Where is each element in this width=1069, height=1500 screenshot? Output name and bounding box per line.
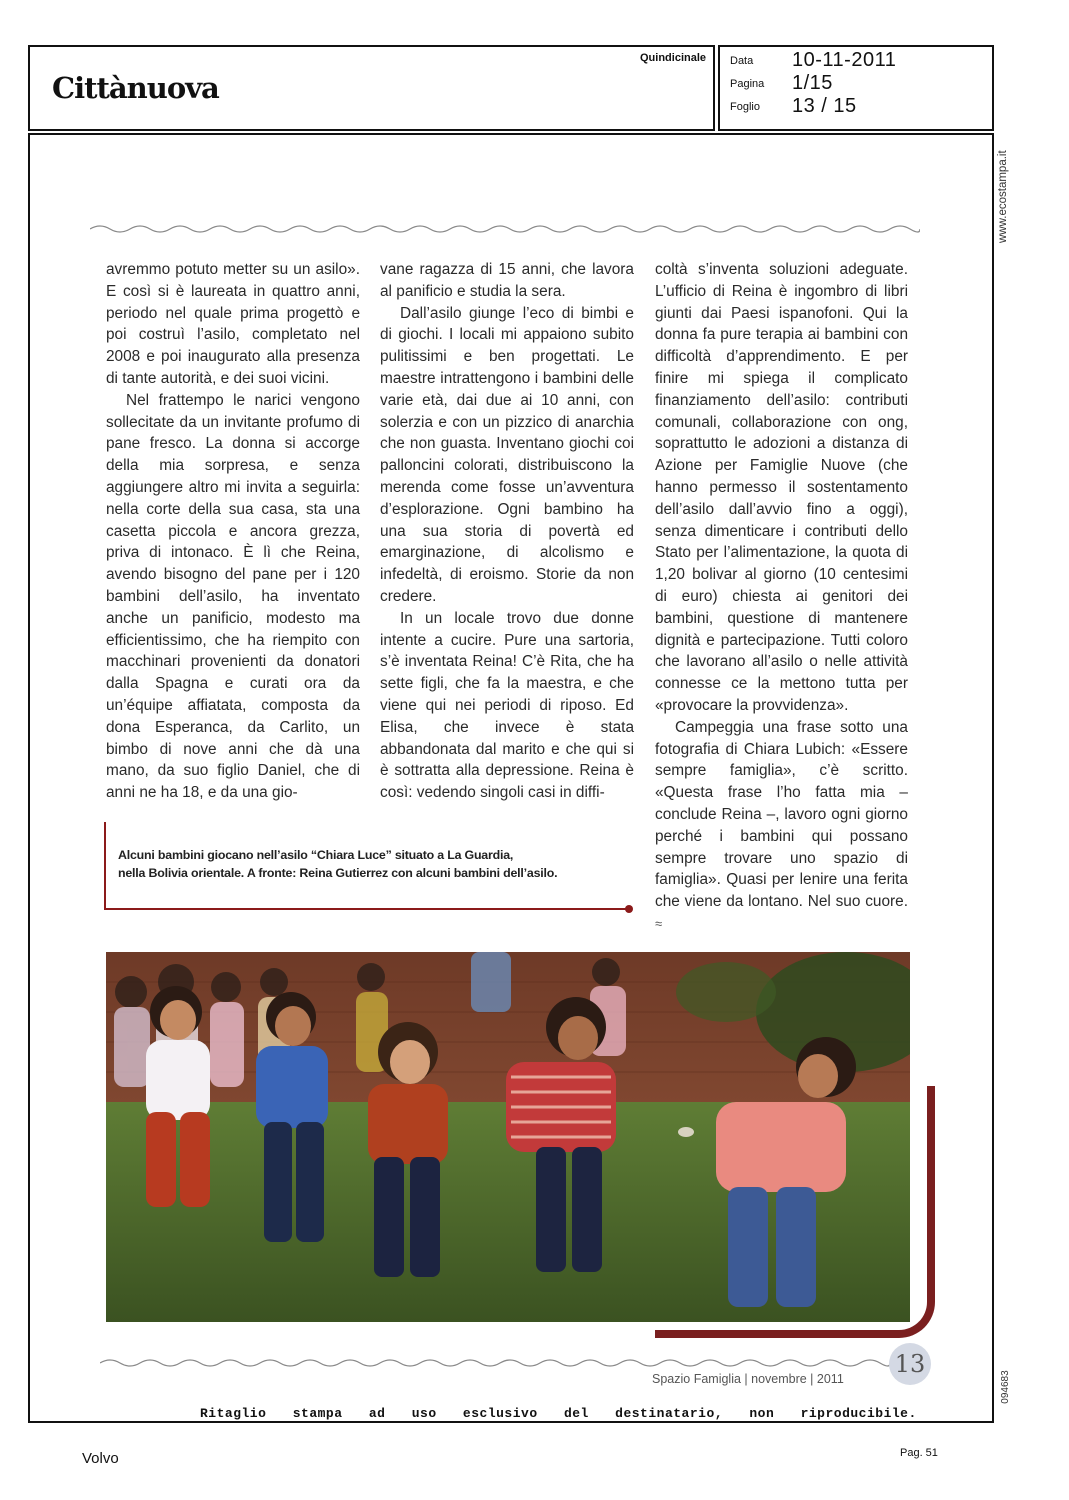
- caption-line-2: nella Bolivia orientale. A fronte: Reina Gutierrez con alcuni bambini dell’asilo.: [118, 866, 558, 880]
- page-number-badge: [889, 1343, 931, 1385]
- caption-left-rule: [104, 822, 106, 910]
- caption-rule-dot: [625, 905, 633, 913]
- client-name: Volvo: [82, 1450, 119, 1467]
- article-paragraph: vane ragazza di 15 anni, che lavora al panificio e studia la sera.: [380, 261, 634, 300]
- meta-value-date: 10-11-2011: [792, 49, 897, 71]
- clipping-page: Pag. 51: [900, 1447, 938, 1459]
- caption-bottom-rule: [104, 908, 628, 910]
- publication-logo: Cittànuova: [52, 71, 219, 105]
- frequency-label: Quindicinale: [640, 52, 707, 64]
- clip-code: 094683: [1000, 1370, 1011, 1404]
- article-column-3: [655, 259, 908, 935]
- final-paragraph-text: Campeggia una frase sotto una fotografia di Chiara Lubich: «Essere sempre famiglia», c’è scritto. «Questa frase l’ho fatta mia – conclude Reina –, lavoro ogni giorno perché i bambini qui possano sempre trovare uno spazio di famiglia». Quasi per lenire una ferita che viene da lontano. Nel suo cuore.: [655, 718, 908, 911]
- top-wave-ornament: [90, 222, 920, 236]
- caption-line-1: Alcuni bambini giocano nell’asilo “Chiara Luce” situato a La Guardia,: [118, 848, 514, 862]
- article-paragraph: Dall’asilo giunge l’eco di bimbi e di giochi. I locali mi appaiono subito pulitissimi e ben progettati. Le maestre intrattengono i bambini delle varie età, dai due ai 10 anni, con solerzia e con un pizzico di anarchia che non guasta. Inventano giochi coi palloncini colorati, distribuiscono la merenda come fosse un’avventura d’esplorazione. Ogni bambino ha una sua storia di povertà ed emarginazione, di alcolismo e infedeltà, di eroismo. Storie da non credere.: [380, 304, 634, 605]
- meta-label-page: Pagina: [730, 78, 765, 90]
- article-paragraph: Nel frattempo le narici vengono sollecitate da un invitante profumo di pane fresco. La donna si accorge della mia sorpresa, e senza aggiungere altro mi invita a seguirla: nella corte della sua casa, sta una casetta piccola e ancora grezza, priva di intonaco. È lì che Reina, avendo bisogno del pane per i 120 bambini dell’asilo, ha inventato anche un panificio, modesto ma efficientissimo, che ha riempito con macchinari provenienti da donatori dalla Spagna e curati ora da un’équipe affiatata, composta da dona Esperanca, da Carlito, un bimbo di nove anni che dà una mano, da suo figlio Daniel, che di anni ne ha 18, e da una gio-: [106, 391, 360, 802]
- article-paragraph-final: [655, 717, 908, 935]
- article-paragraph: In un locale trovo due donne intente a cucire. Pure una sartoria, s’è inventata Reina! C’è Rita, che ha sette figli, che fa la maestra, e che viene qui nei periodi di riposo. Ed Elisa, che invece è stata abbandonata dal marito e che qui si è sottratta alla depressione. Reina è così: vedendo singoli casi in diffi-: [380, 609, 634, 802]
- meta-label-sheet: Foglio: [730, 101, 760, 113]
- usage-disclaimer: Ritaglio stampa ad uso esclusivo del destinatario, non riproducibile.: [200, 1406, 917, 1421]
- running-footer: Spazio Famiglia | novembre | 2011: [652, 1372, 844, 1386]
- end-mark-icon: ≈: [655, 915, 663, 931]
- article-column-2: [380, 259, 634, 804]
- page-number: 13: [894, 1350, 926, 1378]
- bottom-wave-ornament: [100, 1356, 890, 1370]
- meta-label-date: Data: [730, 55, 754, 67]
- article-paragraph: coltà s’inventa soluzioni adeguate. L’ufficio di Reina è ingombro di libri giunti dai Paesi ispanofoni. Qui la donna fa pure terapia ai bambini con difficoltà d’apprendimento. E per finire mi spiega il complicato finanziamento dell’asilo: contributi comunali, collaborazione con ong, soprattutto le adozioni a distanza di Azione per Famiglie Nuove (che hanno permesso il sostentamento dell’asilo dall’avvio fino a oggi), senza dimenticare i contributi dello Stato per l’alimentazione, la quota di 1,20 bolivar al giorno (10 centesimi di euro) chiesta ai genitori dei bambini, questione di mantenere dignità e partecipazione. Tutti coloro che lavorano all’asilo o nelle attività connesse ce la mettono tutta per «provocare la provvidenza».: [655, 261, 908, 714]
- meta-value-sheet: 13 / 15: [792, 95, 857, 117]
- meta-value-page: 1/15: [792, 72, 833, 94]
- website-watermark: www.ecostampa.it: [997, 150, 1009, 243]
- photo-caption: [118, 846, 628, 882]
- children-playing-photo: [106, 952, 910, 1322]
- article-column-1: [106, 259, 360, 804]
- article-paragraph: avremmo potuto metter su un asilo». E così si è laureata in quattro anni, periodo nel quale prima progettò e poi costruì l’asilo, completato nel 2008 e poi inaugurato alla presenza di tante autorità, e dei suoi vicini.: [106, 261, 360, 387]
